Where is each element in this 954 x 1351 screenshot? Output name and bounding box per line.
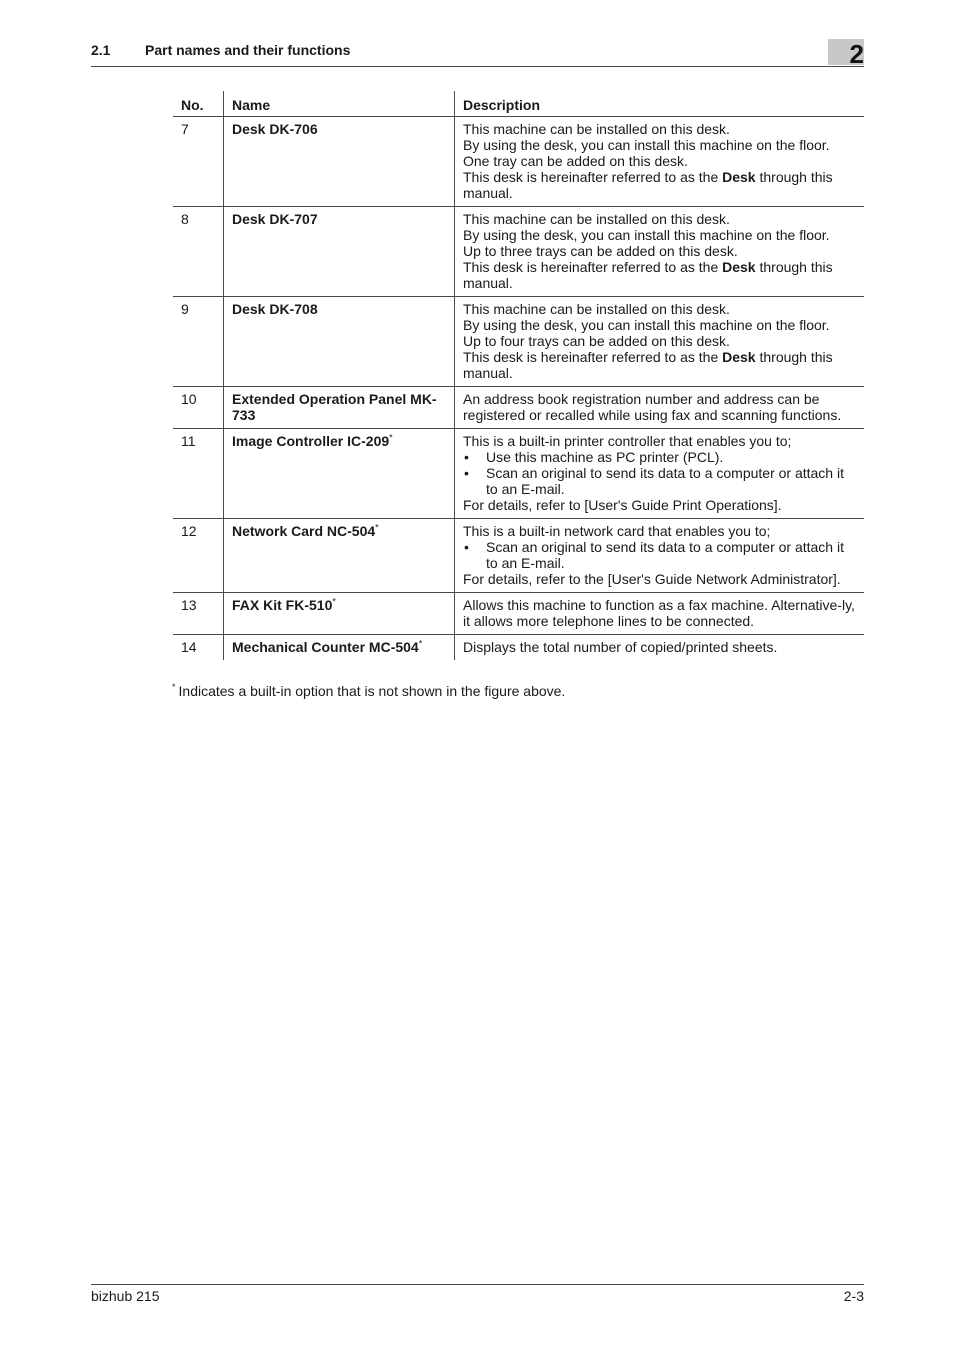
header-description: Description bbox=[455, 91, 865, 117]
part-name bbox=[224, 429, 455, 519]
row-number: 14 bbox=[173, 635, 224, 661]
table-row bbox=[173, 519, 864, 593]
description-line: This machine can be installed on this desk. bbox=[463, 301, 730, 317]
table-row bbox=[173, 593, 864, 635]
table-body bbox=[173, 117, 864, 661]
part-description bbox=[455, 387, 865, 429]
description-line: For details, refer to the [User's Guide Network Administrator]. bbox=[463, 571, 841, 587]
description-bold-term: Desk bbox=[722, 349, 756, 365]
part-name-text: Extended Operation Panel MK-733 bbox=[232, 391, 437, 423]
table-row bbox=[173, 635, 864, 661]
description-line: By using the desk, you can install this machine on the floor. bbox=[463, 227, 830, 243]
header-name: Name bbox=[224, 91, 455, 117]
part-name bbox=[224, 519, 455, 593]
built-in-marker: * bbox=[375, 522, 379, 533]
description-line: For details, refer to [User's Guide Print Operations]. bbox=[463, 497, 782, 513]
part-description bbox=[455, 297, 865, 387]
page-header bbox=[91, 38, 864, 67]
description-line bbox=[463, 169, 856, 201]
table-row bbox=[173, 117, 864, 207]
part-name-text: Image Controller IC-209 bbox=[232, 433, 390, 449]
header-no: No. bbox=[173, 91, 224, 117]
part-description bbox=[455, 207, 865, 297]
part-name bbox=[224, 635, 455, 661]
footnote-text: Indicates a built-in option that is not shown in the figure above. bbox=[178, 683, 566, 699]
description-bullet: • Scan an original to send its data to a computer or attach it to an E-mail. bbox=[463, 465, 856, 497]
part-name bbox=[224, 387, 455, 429]
description-line: By using the desk, you can install this machine on the floor. bbox=[463, 137, 830, 153]
description-bullet: • Use this machine as PC printer (PCL). bbox=[463, 449, 856, 465]
description-text: This desk is hereinafter referred to as the bbox=[463, 169, 723, 185]
part-name-text: Desk DK-708 bbox=[232, 301, 318, 317]
page-number: 2-3 bbox=[843, 1288, 864, 1304]
part-description bbox=[455, 593, 865, 635]
part-name-text: Mechanical Counter MC-504 bbox=[232, 639, 419, 655]
built-in-marker: * bbox=[332, 596, 336, 607]
description-line: Up to three trays can be added on this desk. bbox=[463, 243, 738, 259]
row-number: 9 bbox=[173, 297, 224, 387]
description-line: This machine can be installed on this desk. bbox=[463, 121, 730, 137]
row-number: 7 bbox=[173, 117, 224, 207]
row-number: 10 bbox=[173, 387, 224, 429]
part-name bbox=[224, 117, 455, 207]
description-line: Allows this machine to function as a fax machine. Alternative-ly, it allows more telephone lines to be connected. bbox=[463, 597, 855, 629]
description-line: One tray can be added on this desk. bbox=[463, 153, 688, 169]
description-line: Displays the total number of copied/printed sheets. bbox=[463, 639, 778, 655]
part-name bbox=[224, 207, 455, 297]
row-number: 11 bbox=[173, 429, 224, 519]
description-bold-term: Desk bbox=[722, 169, 756, 185]
part-description bbox=[455, 635, 865, 661]
row-number: 12 bbox=[173, 519, 224, 593]
description-bold-term: Desk bbox=[722, 259, 756, 275]
part-description bbox=[455, 117, 865, 207]
description-line: An address book registration number and address can be registered or recalled while using fax and scanning functions. bbox=[463, 391, 842, 423]
part-name-text: Network Card NC-504 bbox=[232, 523, 376, 539]
description-line: Up to four trays can be added on this desk. bbox=[463, 333, 730, 349]
row-number: 8 bbox=[173, 207, 224, 297]
part-name-text: FAX Kit FK-510 bbox=[232, 597, 333, 613]
description-line bbox=[463, 349, 856, 381]
description-line bbox=[463, 259, 856, 291]
product-name: bizhub 215 bbox=[91, 1288, 160, 1304]
part-name bbox=[224, 593, 455, 635]
description-text: This desk is hereinafter referred to as the bbox=[463, 259, 723, 275]
table-row bbox=[173, 429, 864, 519]
built-in-marker: * bbox=[418, 638, 423, 649]
footnote bbox=[172, 683, 565, 699]
built-in-marker: * bbox=[389, 432, 393, 443]
description-line: This is a built-in network card that enables you to; bbox=[463, 523, 771, 539]
table-row bbox=[173, 207, 864, 297]
description-line: This is a built-in printer controller that enables you to; bbox=[463, 433, 792, 449]
description-line: By using the desk, you can install this machine on the floor. bbox=[463, 317, 830, 333]
description-line: This machine can be installed on this desk. bbox=[463, 211, 730, 227]
chapter-badge: 2 bbox=[828, 39, 864, 65]
part-name-text: Desk DK-706 bbox=[232, 121, 318, 137]
description-text: through this manual. bbox=[463, 259, 833, 291]
part-name-text: Desk DK-707 bbox=[232, 211, 318, 227]
part-name bbox=[224, 297, 455, 387]
description-bullet: • Scan an original to send its data to a computer or attach it to an E-mail. bbox=[463, 539, 856, 571]
section-number: 2.1 bbox=[91, 42, 111, 58]
part-description bbox=[455, 429, 865, 519]
table-header-row bbox=[173, 91, 864, 117]
row-number: 13 bbox=[173, 593, 224, 635]
section-title: Part names and their functions bbox=[145, 42, 351, 58]
page-footer bbox=[91, 1284, 864, 1309]
table-row bbox=[173, 297, 864, 387]
part-description bbox=[455, 519, 865, 593]
description-text: This desk is hereinafter referred to as the bbox=[463, 349, 723, 365]
description-text: through this manual. bbox=[463, 169, 833, 201]
description-text: through this manual. bbox=[463, 349, 833, 381]
footnote-mark: * bbox=[172, 682, 176, 693]
table-row bbox=[173, 387, 864, 429]
parts-table bbox=[173, 91, 864, 660]
